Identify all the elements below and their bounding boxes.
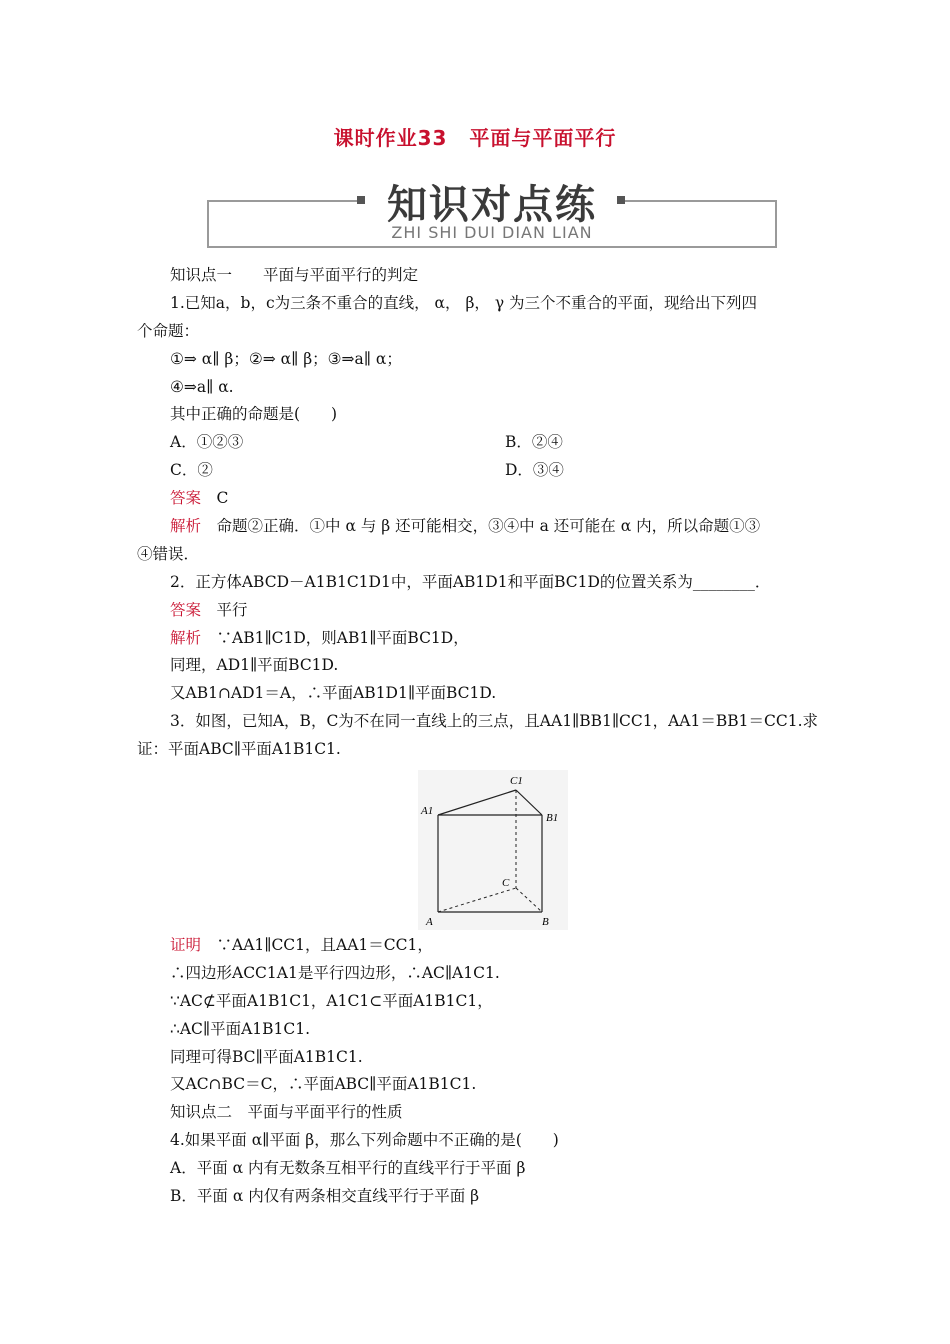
option-a: A．①②③ — [170, 433, 244, 452]
question-3-proof — [137, 932, 817, 960]
page-title — [0, 122, 950, 151]
proof-step-3: ∵AC⊄平面A1B1C1，A1C1⊂平面A1B1C1， — [170, 991, 493, 1010]
question-1-stem-cont: 个命题： — [137, 321, 200, 340]
label-a: A — [426, 916, 433, 929]
proof-step-1: ∵AA1∥CC1，且AA1＝CC1， — [216, 936, 433, 955]
question-1-options-cd — [137, 457, 817, 485]
question-1-proposition-4: ④⇒a∥ α. — [170, 377, 234, 396]
question-2-explanation-2: 同理，AD1∥平面BC1D. — [170, 656, 339, 675]
question-2-stem: 2．正方体ABCD－A1B1C1D1中，平面AB1D1和平面BC1D的位置关系为________． — [170, 572, 771, 591]
triangular-prism-diagram — [418, 770, 568, 930]
question-3-stem-cont: 证：平面ABC∥平面A1B1C1. — [137, 740, 341, 759]
proof-step-4: ∴AC∥平面A1B1C1. — [170, 1019, 311, 1038]
question-4-option-b: B．平面 α 内仅有两条相交直线平行于平面 β — [170, 1187, 480, 1206]
explanation-text: ∵AB1∥C1D，则AB1∥平面BC1D， — [216, 628, 469, 647]
question-1-options-ab — [137, 429, 817, 457]
answer-label: 答案 — [170, 489, 202, 508]
label-b: B — [542, 916, 549, 929]
proof-step-2: ∴四边形ACC1A1是平行四边形，∴AC∥A1C1. — [170, 963, 500, 982]
label-b1: B1 — [546, 812, 559, 825]
document-body — [137, 262, 817, 1211]
title-homework-number: 课时作业33 — [333, 126, 448, 150]
label-c: C — [502, 877, 510, 890]
banner-heading: 知识对点练 — [387, 181, 597, 228]
question-4-stem: 4.如果平面 α∥平面 β，那么下列命题中不正确的是( ) — [170, 1131, 559, 1150]
label-c1: C1 — [510, 775, 523, 788]
question-4-option-a: A．平面 α 内有无数条互相平行的直线平行于平面 β — [170, 1159, 526, 1178]
question-1-answer — [137, 485, 817, 513]
question-1-prompt: 其中正确的命题是( ) — [170, 405, 338, 424]
option-b: B．②④ — [505, 433, 563, 452]
question-3-stem: 3．如图，已知A，B，C为不在同一直线上的三点，且AA1∥BB1∥CC1，AA1＝BB1＝CC1.求 — [170, 712, 818, 731]
question-1-propositions: ①⇒ α∥ β；②⇒ α∥ β；③⇒a∥ α； — [170, 349, 402, 368]
question-2-explanation-3: 又AB1∩AD1＝A，∴平面AB1D1∥平面BC1D. — [170, 684, 497, 703]
answer-value: C — [216, 489, 229, 508]
option-c: C．② — [170, 461, 213, 480]
banner-pinyin: ZHI SHI DUI DIAN LIAN — [391, 223, 593, 242]
question-2-explanation — [137, 625, 817, 653]
prism-figure — [137, 764, 817, 932]
proof-step-5: 同理可得BC∥平面A1B1C1. — [170, 1047, 363, 1066]
knowledge-point-2: 知识点二 平面与平面平行的性质 — [170, 1103, 403, 1122]
section-banner — [207, 170, 777, 250]
answer-value: 平行 — [216, 600, 248, 619]
option-d: D．③④ — [505, 461, 564, 480]
question-1-explanation — [137, 513, 817, 541]
explanation-label: 解析 — [170, 628, 202, 647]
answer-label: 答案 — [170, 600, 202, 619]
question-1-explanation-cont: ④错误． — [137, 544, 200, 563]
label-a1: A1 — [421, 805, 434, 818]
knowledge-point-1: 知识点一 平面与平面平行的判定 — [170, 266, 419, 284]
question-2-answer — [137, 597, 817, 625]
title-topic: 平面与平面平行 — [469, 126, 617, 150]
question-1-stem: 1.已知a，b，c为三条不重合的直线， α， β， γ 为三个不重合的平面，现给出下列四 — [170, 293, 758, 312]
proof-label: 证明 — [170, 936, 202, 955]
explanation-text: 命题②正确．①中 α 与 β 还可能相交，③④中 a 还可能在 α 内，所以命题①③ — [216, 517, 761, 536]
explanation-label: 解析 — [170, 517, 202, 536]
proof-step-6: 又AC∩BC＝C，∴平面ABC∥平面A1B1C1. — [170, 1075, 477, 1094]
